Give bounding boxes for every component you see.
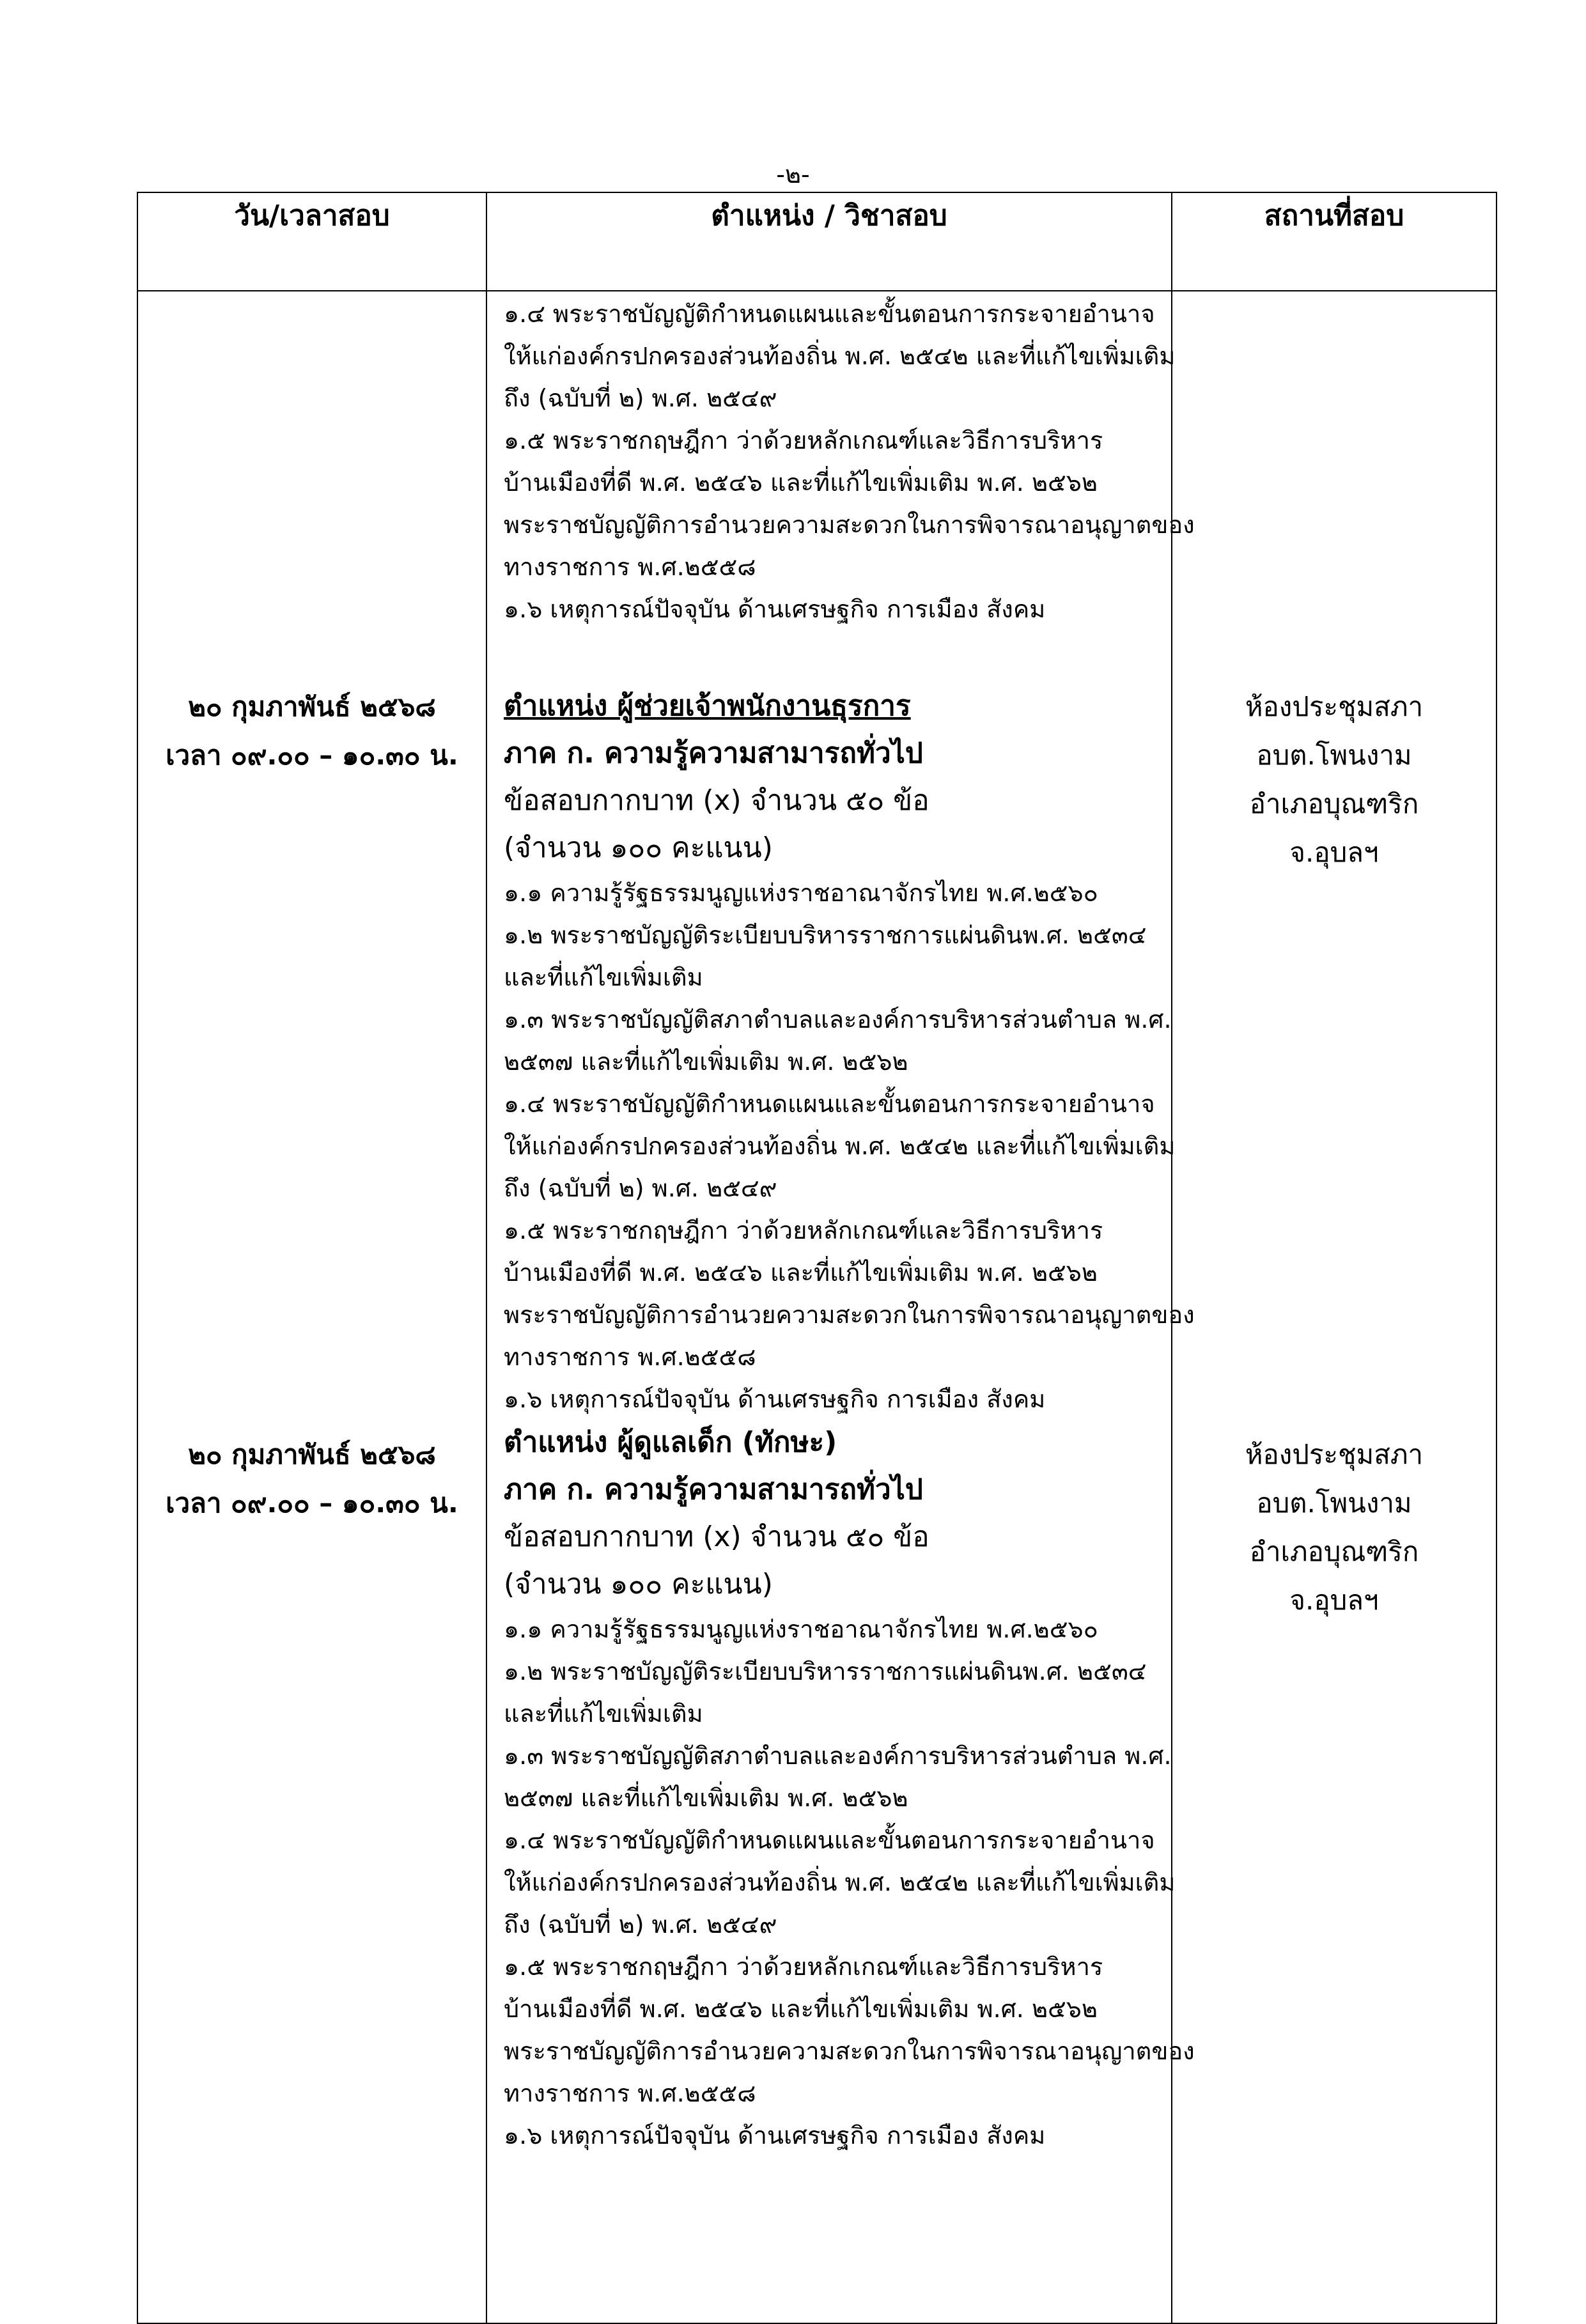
subject-item: บ้านเมืองที่ดี พ.ศ. ๒๕๔๖ และที่แก้ไขเพิ่มเติม พ.ศ. ๒๕๖๒ — [504, 1995, 1098, 2023]
exam-part: ภาค ก. ความรู้ความสามารถทั่วไป — [504, 737, 923, 770]
exam-part: ภาค ก. ความรู้ความสามารถทั่วไป — [504, 1473, 923, 1506]
subject-item: ทางราชการ พ.ศ.๒๕๕๘ — [504, 1343, 756, 1371]
subject-item: ๑.๒ พระราชบัญญัติระเบียบบริหารราชการแผ่นดินพ.ศ. ๒๕๓๔ — [504, 921, 1147, 949]
subject-item: บ้านเมืองที่ดี พ.ศ. ๒๕๔๖ และที่แก้ไขเพิ่มเติม พ.ศ. ๒๕๖๒ — [504, 469, 1098, 497]
subject-item: ๑.๖ เหตุการณ์ปัจจุบัน ด้านเศรษฐกิจ การเมือง สังคม — [504, 595, 1046, 623]
subject-item: บ้านเมืองที่ดี พ.ศ. ๒๕๔๖ และที่แก้ไขเพิ่มเติม พ.ศ. ๒๕๖๒ — [504, 1259, 1098, 1287]
exam-time: เวลา ๐๙.๐๐ – ๑๐.๓๐ น. — [166, 1487, 458, 1519]
subject-item: ๑.๑ ความรู้รัฐธรรมนูญแห่งราชอาณาจักรไทย พ.ศ.๒๕๖๐ — [504, 879, 1098, 907]
venue-line: ห้องประชุมสภา — [1245, 1439, 1424, 1470]
exam-score: (จำนวน ๑๐๐ คะแนน) — [504, 832, 773, 864]
position-subject-cell — [486, 291, 1195, 2323]
exam-schedule-table — [137, 192, 1497, 2324]
subject-item: ๑.๖ เหตุการณ์ปัจจุบัน ด้านเศรษฐกิจ การเมือง สังคม — [504, 2121, 1046, 2150]
table-row — [137, 291, 1497, 2323]
subject-item: และที่แก้ไขเพิ่มเติม — [504, 963, 703, 991]
venue-line: จ.อุบลฯ — [1289, 1584, 1379, 1616]
header-venue: สถานที่สอบ — [1172, 192, 1497, 291]
subject-item: ๑.๑ ความรู้รัฐธรรมนูญแห่งราชอาณาจักรไทย พ.ศ.๒๕๖๐ — [504, 1615, 1098, 1643]
subject-item: ถึง (ฉบับที่ ๒) พ.ศ. ๒๕๔๙ — [504, 1910, 777, 1939]
subject-item: พระราชบัญญัติการอำนวยความสะดวกในการพิจารณาอนุญาตของ — [504, 511, 1195, 539]
subject-item: ๒๕๓๗ และที่แก้ไขเพิ่มเติม พ.ศ. ๒๕๖๒ — [504, 1048, 908, 1076]
venue-line: อบต.โพนงาม — [1256, 1487, 1412, 1519]
subject-item: พระราชบัญญัติการอำนวยความสะดวกในการพิจารณาอนุญาตของ — [504, 2037, 1195, 2065]
venue-line: อำเภอบุณฑริก — [1249, 1536, 1419, 1567]
subject-item: ๑.๕ พระราชกฤษฎีกา ว่าด้วยหลักเกณฑ์และวิธีการบริหาร — [504, 1953, 1103, 1981]
subject-item: ๑.๓ พระราชบัญญัติสภาตำบลและองค์การบริหารส่วนตำบล พ.ศ. — [504, 1005, 1172, 1034]
position-title: ตำแหน่ง ผู้ดูแลเด็ก (ทักษะ) — [504, 1426, 837, 1459]
venue-line: จ.อุบลฯ — [1289, 837, 1379, 868]
header-date-time: วัน/เวลาสอบ — [137, 192, 486, 291]
header-row — [137, 192, 1497, 291]
subject-item: ทางราชการ พ.ศ.๒๕๕๘ — [504, 2079, 756, 2107]
exam-type: ข้อสอบกากบาท (x) จำนวน ๕๐ ข้อ — [504, 1521, 929, 1553]
subject-item: ๑.๓ พระราชบัญญัติสภาตำบลและองค์การบริหารส่วนตำบล พ.ศ. — [504, 1742, 1172, 1770]
exam-type: ข้อสอบกากบาท (x) จำนวน ๕๐ ข้อ — [504, 784, 929, 817]
position-title: ตำแหน่ง ผู้ช่วยเจ้าพนักงานธุรการ — [504, 690, 911, 722]
subject-item: ๑.๒ พระราชบัญญัติระเบียบบริหารราชการแผ่นดินพ.ศ. ๒๕๓๔ — [504, 1657, 1147, 1685]
venue-line: อำเภอบุณฑริก — [1249, 788, 1419, 819]
subject-item: ถึง (ฉบับที่ ๒) พ.ศ. ๒๕๔๙ — [504, 384, 777, 412]
exam-date: ๒๐ กุมภาพันธ์ ๒๕๖๘ — [188, 691, 436, 722]
subject-item: ๑.๕ พระราชกฤษฎีกา ว่าด้วยหลักเกณฑ์และวิธีการบริหาร — [504, 1216, 1103, 1244]
subject-item: ถึง (ฉบับที่ ๒) พ.ศ. ๒๕๔๙ — [504, 1174, 777, 1202]
subject-item: ๑.๕ พระราชกฤษฎีกา ว่าด้วยหลักเกณฑ์และวิธีการบริหาร — [504, 426, 1103, 454]
exam-date: ๒๐ กุมภาพันธ์ ๒๕๖๘ — [188, 1439, 436, 1470]
subject-item: ๑.๔ พระราชบัญญัติกำหนดแผนและขั้นตอนการกระจายอำนาจ — [504, 1826, 1155, 1854]
date-time-cell — [137, 291, 486, 2323]
subject-item: ทางราชการ พ.ศ.๒๕๕๘ — [504, 553, 756, 581]
subject-item: ๑.๖ เหตุการณ์ปัจจุบัน ด้านเศรษฐกิจ การเมือง สังคม — [504, 1385, 1046, 1413]
venue-line: ห้องประชุมสภา — [1245, 691, 1424, 722]
exam-score: (จำนวน ๑๐๐ คะแนน) — [504, 1568, 773, 1600]
exam-time: เวลา ๐๙.๐๐ – ๑๐.๓๐ น. — [166, 740, 458, 771]
subject-item: และที่แก้ไขเพิ่มเติม — [504, 1700, 703, 1728]
venue-cell — [1172, 291, 1497, 2323]
subject-item: ๒๕๓๗ และที่แก้ไขเพิ่มเติม พ.ศ. ๒๕๖๒ — [504, 1784, 908, 1812]
subject-item: ให้แก่องค์กรปกครองส่วนท้องถิ่น พ.ศ. ๒๕๔๒ และที่แก้ไขเพิ่มเติม — [504, 1868, 1176, 1896]
subject-item: พระราชบัญญัติการอำนวยความสะดวกในการพิจารณาอนุญาตของ — [504, 1301, 1195, 1329]
subject-item: ให้แก่องค์กรปกครองส่วนท้องถิ่น พ.ศ. ๒๕๔๒ และที่แก้ไขเพิ่มเติม — [504, 1132, 1176, 1160]
header-position-subject: ตำแหน่ง / วิชาสอบ — [486, 192, 1172, 291]
subject-item: ให้แก่องค์กรปกครองส่วนท้องถิ่น พ.ศ. ๒๕๔๒ และที่แก้ไขเพิ่มเติม — [504, 342, 1176, 370]
subject-item: ๑.๔ พระราชบัญญัติกำหนดแผนและขั้นตอนการกระจายอำนาจ — [504, 300, 1155, 328]
subject-item: ๑.๔ พระราชบัญญัติกำหนดแผนและขั้นตอนการกระจายอำนาจ — [504, 1090, 1155, 1118]
page-number: -๒- — [776, 160, 810, 189]
venue-line: อบต.โพนงาม — [1256, 740, 1412, 771]
